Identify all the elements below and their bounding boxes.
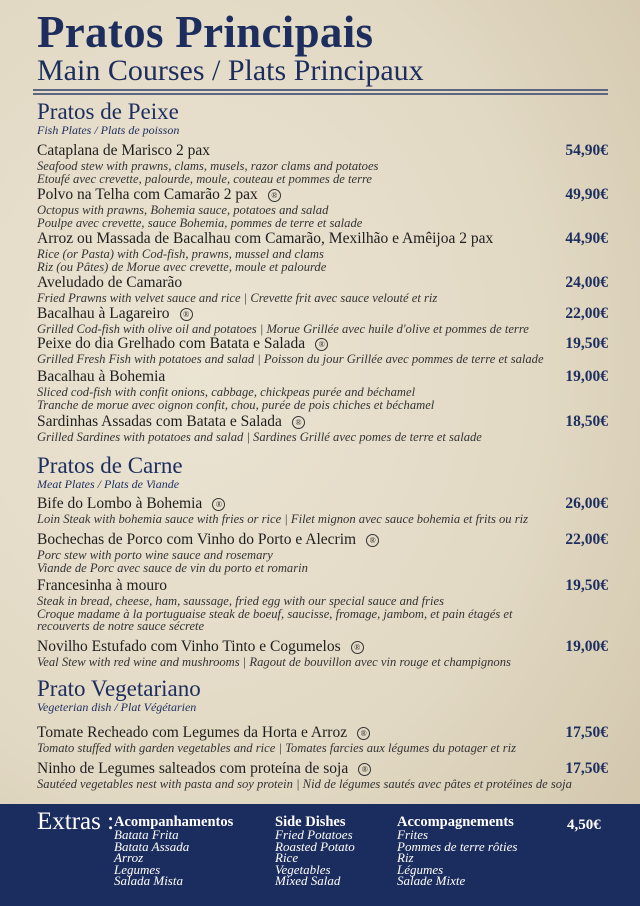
item-name	[37, 495, 610, 513]
extras-item: Arroz	[114, 850, 144, 866]
section-subtitle: Meat Plates / Plats de Viande	[37, 477, 180, 491]
item-name-text: Arroz ou Massada de Bacalhau com Camarão, Mexilhão e Amêijoa 2 pax	[37, 230, 494, 247]
extras-column	[275, 815, 355, 887]
extras-price: 4,50€	[567, 817, 601, 833]
extras-column-title: Side Dishes	[275, 814, 346, 830]
item-name-text: Bacalhau à Bohemia	[37, 368, 166, 385]
dietary-marker-icon: ®	[366, 534, 379, 547]
extras-item: Batata Assada	[114, 838, 190, 854]
item-price: 49,90€	[565, 186, 608, 203]
item-price: 54,90€	[565, 142, 608, 159]
menu-item	[37, 230, 610, 273]
item-name-text: Novilho Estufado com Vinho Tinto e Cogumelos	[37, 638, 341, 655]
item-description: Etoufé avec crevette, palourde, moule, couteau et pommes de terre	[37, 171, 373, 186]
item-description: Veal Stew with red wine and mushrooms | Ragout de bouvillon avec vin rouge et champignons	[37, 655, 511, 669]
item-description: Sliced cod-fish with confit onions, cabbage, chickpeas purée and béchamel	[37, 385, 416, 399]
menu-item	[37, 368, 610, 411]
menu-item	[37, 335, 610, 366]
item-price: 24,00€	[565, 274, 608, 291]
section-title: Prato Vegetariano	[37, 676, 201, 701]
dietary-marker-icon: ®	[351, 641, 364, 654]
item-description: Porc stew with porto wine sauce and rosemary	[37, 548, 273, 562]
section-title: Pratos de Carne	[37, 453, 183, 478]
extras-column-title: Accompagnements	[397, 814, 514, 830]
menu-item	[37, 760, 610, 791]
item-name	[37, 413, 610, 431]
item-price: 19,50€	[565, 577, 608, 594]
item-description: Sautéed vegetables nest with pasta and soy protein | Nid de légumes sautés avec pâtes et protéines de soja	[37, 777, 572, 791]
dietary-marker-icon: ®	[268, 189, 281, 202]
item-description: Tomato stuffed with garden vegetables and rice | Tomates farcies aux légumes du potager et riz	[37, 741, 517, 755]
item-description: Grilled Fresh Fish with potatoes and salad | Poisson du jour Grillée avec pommes de terre et salade	[37, 352, 544, 366]
extras-item: Legumes	[114, 861, 161, 877]
item-name	[37, 230, 610, 248]
item-description: Rice (or Pasta) with Cod-fish, prawns, mussel and clams	[37, 247, 324, 261]
menu-item	[37, 274, 610, 305]
item-description: Croque madame à la portuguaise steak de boeuf, saucisse, fromage, jambom, et pain étagés et	[37, 606, 513, 621]
extras-item: Fried Potatoes	[275, 827, 353, 842]
section-subtitle: Vegeterian dish / Plat Végétarien	[37, 700, 197, 714]
item-name	[37, 638, 610, 656]
item-name	[37, 531, 610, 549]
item-name	[37, 760, 610, 778]
extras-item: Roasted Potato	[275, 838, 355, 854]
item-name-text: Bochechas de Porco com Vinho do Porto e Alecrim	[37, 531, 357, 548]
item-name-text: Aveludado de Camarão	[37, 274, 183, 291]
dietary-marker-icon: ®	[212, 498, 225, 511]
item-price: 19,00€	[565, 638, 608, 655]
menu-item	[37, 495, 610, 526]
dietary-marker-icon: ®	[358, 763, 371, 776]
divider	[33, 89, 608, 95]
extras-item: Salada Mista	[114, 873, 183, 889]
item-description: Loin Steak with bohemia sauce with fries or rice | Filet mignon avec sauce bohemia et frits ou riz	[37, 512, 529, 526]
menu-item	[37, 638, 610, 669]
item-name	[37, 335, 610, 353]
menu-item	[37, 305, 610, 336]
menu-item	[37, 142, 610, 185]
section-title: Pratos de Peixe	[37, 99, 179, 124]
item-price: 19,00€	[565, 368, 608, 385]
extras-item: Riz	[397, 850, 414, 866]
item-name-text: Cataplana de Marisco 2 pax	[37, 142, 211, 159]
extras-label: Extras :	[37, 808, 115, 835]
item-name-text: Francesinha à mouro	[37, 577, 167, 594]
extras-item: Rice	[275, 850, 299, 866]
menu-item	[37, 186, 610, 229]
item-name	[37, 368, 610, 386]
dietary-marker-icon: ®	[292, 416, 305, 429]
item-description: Fried Prawns with velvet sauce and rice | Crevette frit avec sauce velouté et riz	[37, 291, 438, 305]
item-name-text: Bacalhau à Lagareiro	[37, 305, 170, 322]
extras-panel	[0, 804, 640, 906]
item-description: recouverts de notre sauce sécrete	[37, 619, 205, 633]
item-name	[37, 577, 610, 595]
item-description: Tranche de morue avec oignon confit, chou, purée de pois chiches et béchamel	[37, 397, 435, 412]
item-description: Riz (ou Pâtes) de Morue avec crevette, moule et palourde	[37, 259, 327, 274]
menu-item	[37, 577, 610, 633]
item-name-text: Polvo na Telha com Camarão 2 pax	[37, 186, 258, 203]
item-description: Viande de Porc avec sauce de vin du porto et romarin	[37, 560, 308, 575]
extras-column-title: Acompanhamentos	[114, 814, 234, 830]
item-name-text: Tomate Recheado com Legumes da Horta e Arroz	[37, 724, 348, 741]
menu-item	[37, 531, 610, 574]
item-description: Poulpe avec crevette, sauce Bohemia, pommes de terre et salade	[37, 215, 363, 230]
extras-column	[114, 815, 233, 887]
menu-item	[37, 413, 610, 444]
item-name-text: Peixe do dia Grelhado com Batata e Salada	[37, 335, 306, 352]
item-name-text: Sardinhas Assadas com Batata e Salada	[37, 413, 282, 430]
item-price: 44,90€	[565, 230, 608, 247]
extras-item: Pommes de terre rôties	[397, 838, 518, 854]
dietary-marker-icon: ®	[357, 727, 370, 740]
dietary-marker-icon: ®	[315, 338, 328, 351]
item-price: 18,50€	[565, 413, 608, 430]
dietary-marker-icon: ®	[180, 308, 193, 321]
item-name	[37, 142, 610, 160]
menu-item	[37, 724, 610, 755]
item-name-text: Ninho de Legumes salteados com proteína de soja	[37, 760, 349, 777]
page-subtitle: Main Courses / Plats Principaux	[37, 54, 424, 87]
extras-item: Mixed Salad	[275, 873, 341, 889]
item-price: 22,00€	[565, 531, 608, 548]
item-description: Seafood stew with prawns, clams, musels, razor clams and potatoes	[37, 159, 379, 173]
extras-item: Batata Frita	[114, 827, 179, 842]
extras-item: Légumes	[397, 861, 444, 877]
item-name	[37, 186, 610, 204]
item-name	[37, 274, 610, 292]
item-name	[37, 724, 610, 742]
item-price: 19,50€	[565, 335, 608, 352]
item-price: 17,50€	[565, 760, 608, 777]
section-subtitle: Fish Plates / Plats de poisson	[37, 123, 180, 137]
extras-column	[397, 815, 517, 887]
item-description: Octopus with prawns, Bohemia sauce, potatoes and salad	[37, 203, 329, 217]
extras-item: Vegetables	[275, 861, 331, 877]
item-description: Steak in bread, cheese, ham, saussage, fried egg with our special sauce and fries	[37, 594, 445, 608]
item-name	[37, 305, 610, 323]
page-title: Pratos Principais	[37, 7, 374, 57]
item-price: 17,50€	[565, 724, 608, 741]
item-price: 26,00€	[565, 495, 608, 512]
item-price: 22,00€	[565, 305, 608, 322]
extras-item: Frites	[397, 827, 429, 842]
item-name-text: Bife do Lombo à Bohemia	[37, 495, 203, 512]
item-description: Grilled Cod-fish with olive oil and potatoes | Morue Grillée avec huile d'olive et pommes de terre	[37, 322, 529, 336]
extras-item: Salade Mixte	[397, 873, 466, 889]
item-description: Grilled Sardines with potatoes and salad | Sardines Grillé avec pomes de terre et salade	[37, 430, 482, 444]
